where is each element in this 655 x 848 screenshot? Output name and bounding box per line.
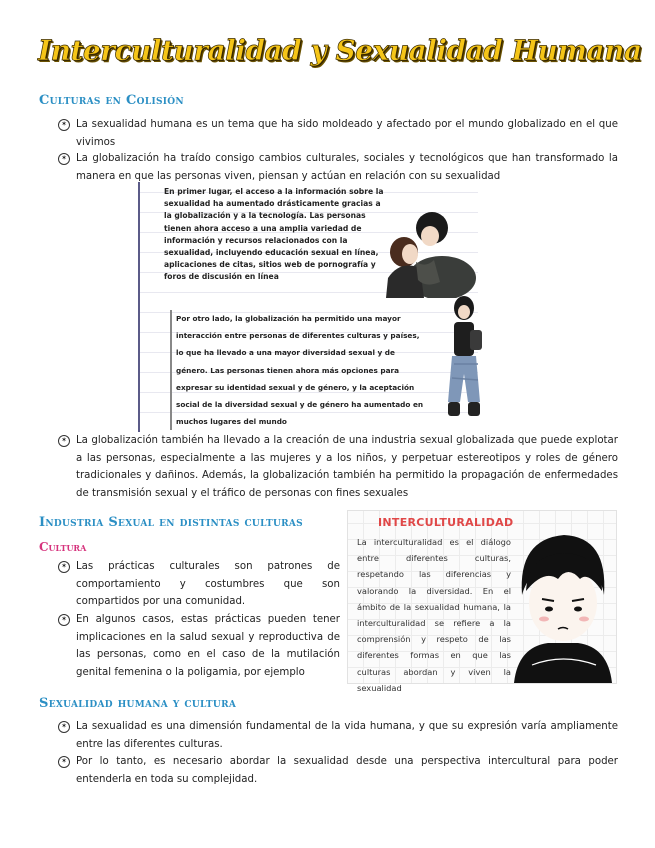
flower-bullet-icon: ✶: [58, 561, 70, 573]
subheading-cultura: Cultura: [39, 540, 87, 554]
list-item: ✶ La sexualidad es una dimensión fundamental de la vida humana, y que su expresión varía ampliamente entre las diferentes culturas.: [58, 718, 618, 753]
flower-bullet-icon: ✶: [58, 756, 70, 768]
list-item: ✶ La sexualidad humana es un tema que ha sido moldeado y afectado por el mundo globalizado en el que vivimos: [58, 116, 618, 151]
section-heading-sexualidad: Sexualidad humana y cultura: [39, 696, 237, 711]
page-title: Interculturalidad y Sexualidad Humana: [38, 34, 642, 67]
flower-bullet-icon: ✶: [58, 614, 70, 626]
anime-boy-illustration: [508, 525, 616, 683]
image-text-access: En primer lugar, el acceso a la información sobre la sexualidad ha aumentado drásticamente gracias a la globalización y a la tecnología. Las personas tienen ahora acceso a una amplia variedad de información y recursos relacionados con la sexualidad, incluyendo educación sexual en línea, aplicaciones de citas, sitios web de pornografía y foros de discusión en línea: [164, 187, 384, 282]
image-heading: INTERCULTURALIDAD: [378, 516, 514, 529]
list-item: ✶ Las prácticas culturales son patrones de comportamiento y costumbres que son compartidos por una comunidad.: [58, 558, 340, 611]
flower-bullet-icon: ✶: [58, 721, 70, 733]
person-walking-illustration: [438, 294, 488, 429]
image-text-interculturalidad: La interculturalidad es el diálogo entre diferentes culturas, respetando las diferencias y valorando la diversidad. En el ámbito de la sexualidad humana, la interculturalidad se refiere a la comprensión y respeto de las diferentes formas en que las culturas abordan y viven la sexualidad: [357, 537, 511, 693]
flower-bullet-icon: ✶: [58, 153, 70, 165]
list-item: ✶ La globalización también ha llevado a la creación de una industria sexual globalizada que puede explotar a las personas, especialmente a las mujeres y a los niños, y perpetuar estereotipos y roles de género tradicionales y dañinos. Además, la globalización también ha permitido la propagación de enfermedades de transmisión sexual y el tráfico de personas con fines sexuales: [58, 432, 618, 502]
list-item: ✶ En algunos casos, estas prácticas pueden tener implicaciones en la salud sexual y reproductiva de las personas, como en el caso de la mutilación genital femenina o la poligamia, por ejemplo: [58, 611, 340, 681]
flower-bullet-icon: ✶: [58, 119, 70, 131]
globalization-illustration: [138, 182, 478, 432]
section-heading-culturas: Culturas en Colisión: [39, 93, 184, 108]
list-item: ✶ La globalización ha traído consigo cambios culturales, sociales y tecnológicos que han transformado la manera en que las personas viven, piensan y actúan en relación con su sexualidad: [58, 150, 618, 185]
section-heading-industria: Industria Sexual en distintas culturas: [39, 515, 303, 530]
couple-illustration: [380, 208, 480, 298]
list-item: ✶ Por lo tanto, es necesario abordar la sexualidad desde una perspectiva intercultural para poder entenderla en toda su complejidad.: [58, 753, 618, 788]
flower-bullet-icon: ✶: [58, 435, 70, 447]
interculturalidad-illustration: [347, 510, 617, 693]
image-text-interaction: Por otro lado, la globalización ha permitido una mayor interacción entre personas de diferentes culturas y países, lo que ha llevado a una mayor diversidad sexual y de género. Las personas tienen ahora más opciones para expresar su identidad sexual y de género, y la aceptación social de la diversidad sexual y de género ha aumentado en muchos lugares del mundo: [170, 310, 428, 430]
